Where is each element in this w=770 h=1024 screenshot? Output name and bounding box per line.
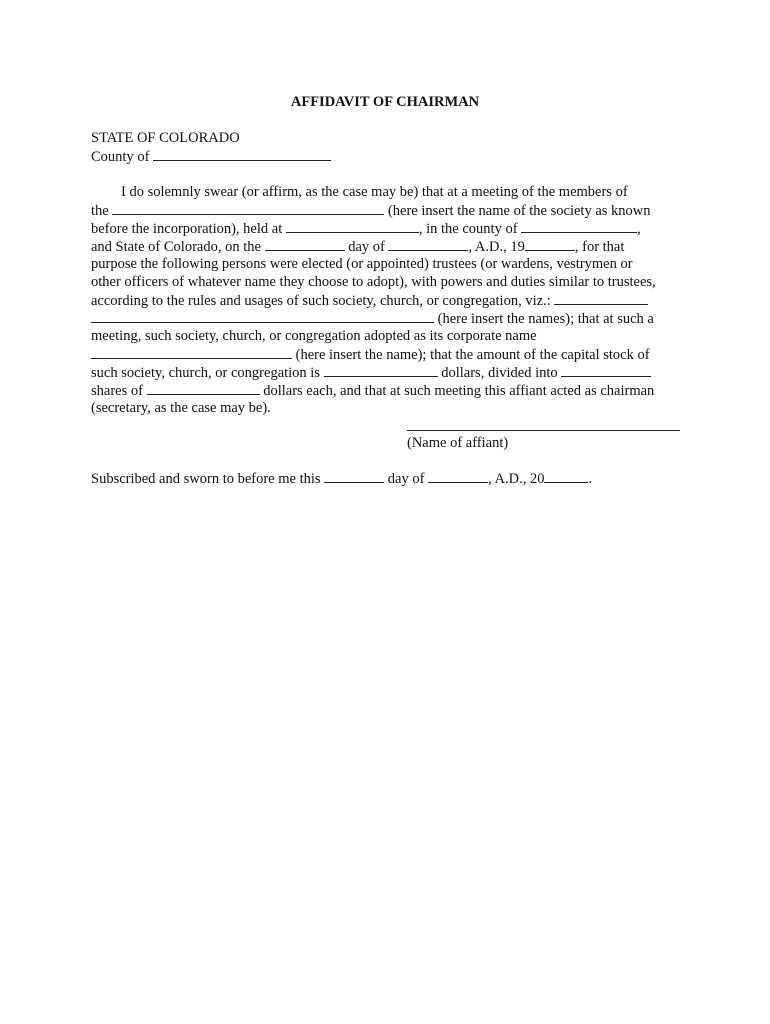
body-text: according to the rules and usages of such society, church, or congregation, viz.: [91, 293, 551, 309]
body-text: , for that [574, 239, 625, 255]
body-text: , in the county of [418, 221, 518, 237]
county-label: County of [91, 149, 150, 165]
body-text: (here insert the name); that the amount of the capital stock of [295, 347, 650, 363]
society-name-blank[interactable] [112, 201, 384, 215]
year-blank[interactable] [525, 237, 575, 251]
month-blank[interactable] [388, 237, 468, 251]
body-text: such society, church, or congregation is [91, 365, 320, 381]
sworn-day-blank[interactable] [324, 469, 384, 483]
names-blank-1[interactable] [554, 291, 648, 305]
share-value-blank[interactable] [147, 381, 260, 395]
body-text: Subscribed and sworn to before me this [91, 471, 321, 487]
body-text: day of [348, 239, 385, 255]
body-text: , A.D., 20 [488, 471, 545, 487]
shares-count-blank[interactable] [561, 363, 651, 377]
body-line-9: meeting, such society, church, or congregation adopted as its corporate name [91, 328, 537, 344]
body-text: , [637, 221, 641, 237]
body-text: . [588, 471, 593, 487]
body-text: before the incorporation), held at [91, 221, 283, 237]
sworn-year-blank[interactable] [544, 469, 588, 483]
body-line-1: I do solemnly swear (or affirm, as the case may be) that at a meeting of the members of [121, 184, 628, 200]
body-line-13: (secretary, as the case may be). [91, 400, 271, 416]
body-text: day of [387, 471, 425, 487]
body-text: (here insert the names); that at such a [437, 311, 654, 327]
body-text: dollars each, and that at such meeting this affiant acted as chairman [263, 383, 655, 399]
body-text: (here insert the name of the society as known [387, 203, 651, 219]
corporate-name-blank[interactable] [91, 345, 292, 359]
body-line-12 [91, 381, 654, 400]
county-line [91, 147, 331, 166]
day-blank[interactable] [265, 237, 345, 251]
affiant-signature-line[interactable] [407, 430, 680, 431]
body-line-11 [91, 363, 651, 382]
subscribed-line [91, 469, 592, 488]
county-blank[interactable] [153, 147, 331, 161]
body-text: and State of Colorado, on the [91, 239, 261, 255]
held-at-blank[interactable] [286, 219, 419, 233]
county-of-blank[interactable] [521, 219, 637, 233]
body-text: the [91, 203, 109, 219]
body-text: dollars, divided into [441, 365, 558, 381]
body-line-10 [91, 345, 650, 364]
body-line-6: other officers of whatever name they choose to adopt), with powers and duties similar to trustees, [91, 274, 656, 290]
body-text: , A.D., 19 [468, 239, 525, 255]
body-text: shares of [91, 383, 143, 399]
capital-stock-blank[interactable] [324, 363, 438, 377]
names-blank-2[interactable] [91, 309, 434, 323]
affiant-caption: (Name of affiant) [407, 435, 509, 451]
body-line-3 [91, 219, 641, 238]
sworn-month-blank[interactable] [428, 469, 488, 483]
body-line-7 [91, 291, 648, 310]
body-line-2 [91, 201, 651, 220]
state-line: STATE OF COLORADO [91, 130, 240, 146]
document-title: AFFIDAVIT OF CHAIRMAN [290, 94, 480, 110]
body-line-4 [91, 237, 624, 256]
body-line-8 [91, 309, 654, 328]
body-line-5: purpose the following persons were elected (or appointed) trustees (or wardens, vestrymen or [91, 256, 633, 272]
